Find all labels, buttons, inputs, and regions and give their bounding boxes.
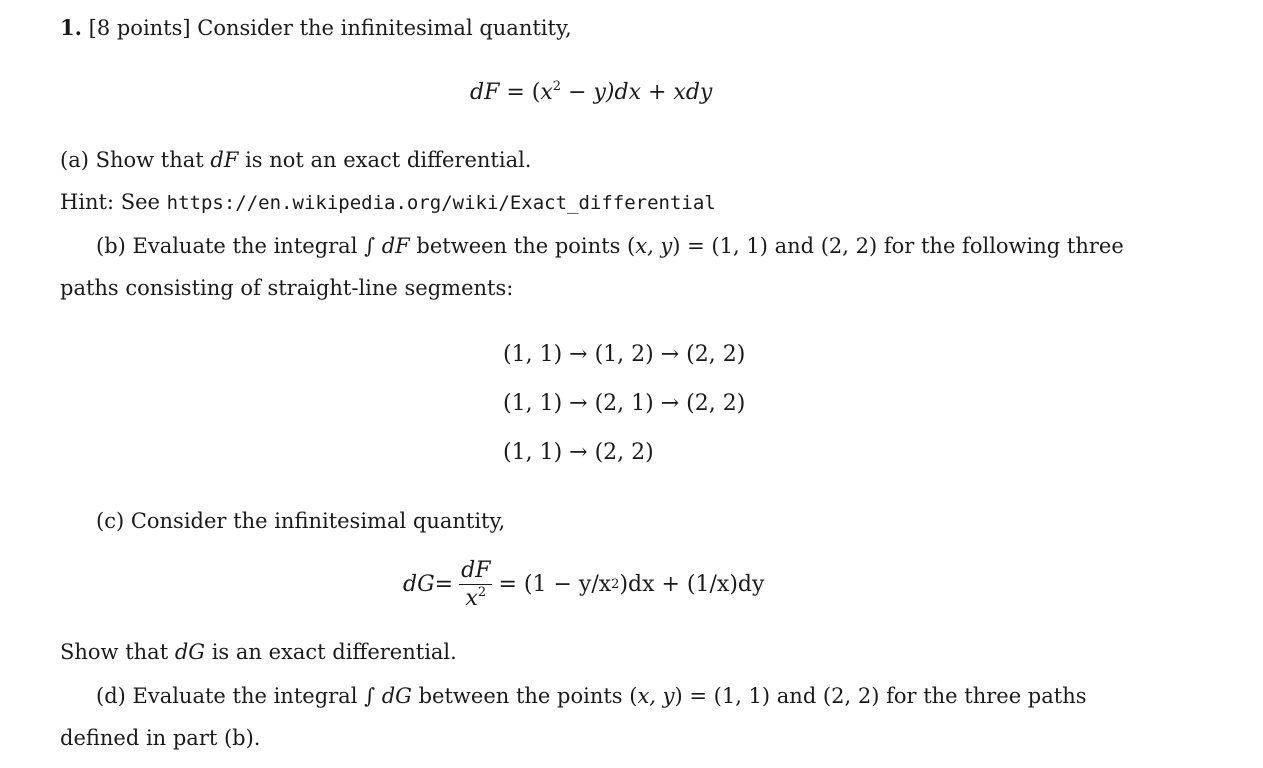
part-d-line2: defined in part (b). bbox=[60, 726, 261, 750]
part-a-rest: is not an exact differential. bbox=[238, 148, 532, 172]
eq-dF-x: x bbox=[540, 80, 553, 105]
part-d-line1 bbox=[96, 682, 1087, 710]
show-dG-var: dG bbox=[174, 640, 206, 664]
show-dG-pre: Show that bbox=[60, 640, 175, 664]
eq-dG-rhs: = (1 − y/x bbox=[498, 572, 612, 597]
equation-dF bbox=[470, 78, 712, 108]
hint bbox=[60, 188, 716, 217]
part-c: (c) Consider the infinitesimal quantity, bbox=[96, 509, 506, 533]
part-d-xy: x, y bbox=[637, 684, 675, 708]
eq-dF-equals: = ( bbox=[499, 80, 541, 105]
part-b-mid: between the points ( bbox=[409, 234, 636, 258]
eq-dG-den-x: x bbox=[465, 586, 478, 611]
eq-dG-numerator: dF bbox=[461, 558, 491, 583]
path-1: (1, 1) → (1, 2) → (2, 2) bbox=[503, 342, 746, 367]
eq-dF-exponent: 2 bbox=[552, 79, 562, 94]
hint-url[interactable]: https://en.wikipedia.org/wiki/Exact_differential bbox=[166, 192, 716, 214]
eq-dG-den-exp: 2 bbox=[477, 585, 487, 600]
path-2: (1, 1) → (2, 1) → (2, 2) bbox=[503, 391, 746, 416]
part-d-post: ) = (1, 1) and (2, 2) for the three paths bbox=[674, 684, 1087, 708]
show-dG bbox=[60, 638, 457, 666]
part-b-integral: ∫ dF bbox=[364, 234, 410, 258]
part-d-integral: ∫ dG bbox=[364, 684, 412, 708]
part-a-text: (a) Show that bbox=[60, 148, 211, 172]
part-d-mid: between the points ( bbox=[411, 684, 638, 708]
eq-dG-denominator bbox=[459, 585, 492, 611]
part-d-pre: (d) Evaluate the integral bbox=[96, 684, 365, 708]
path-3: (1, 1) → (2, 2) bbox=[503, 440, 654, 465]
problem-number: 1. bbox=[60, 15, 82, 40]
eq-dG-equals: = bbox=[434, 572, 454, 597]
part-b-post: ) = (1, 1) and (2, 2) for the following three bbox=[672, 234, 1124, 258]
eq-dG-lhs: dG bbox=[403, 572, 435, 597]
equation-dG: dG = $\frac{dF}{x^2}$ = (1 − y/x 2 )dx + (1/x)dy bbox=[403, 558, 765, 611]
part-b-line2: paths consisting of straight-line segments: bbox=[60, 276, 514, 300]
show-dG-post: is an exact differential. bbox=[205, 640, 457, 664]
problem-header bbox=[60, 14, 572, 42]
problem-points: [8 points] bbox=[88, 16, 191, 40]
part-a-var: dF bbox=[210, 148, 239, 172]
eq-dG-fraction bbox=[459, 559, 492, 611]
part-b-line1 bbox=[96, 232, 1124, 260]
part-a bbox=[60, 146, 531, 174]
eq-dF-rest: − y)dx + xdy bbox=[561, 80, 713, 105]
eq-dF-lhs: dF bbox=[470, 80, 500, 105]
problem-intro: Consider the infinitesimal quantity, bbox=[197, 16, 572, 40]
part-b-xy: x, y bbox=[635, 234, 673, 258]
eq-dG-rest: )dx + (1/x)dy bbox=[619, 572, 765, 597]
part-b-pre: (b) Evaluate the integral bbox=[96, 234, 365, 258]
hint-label: Hint: See bbox=[60, 190, 167, 214]
